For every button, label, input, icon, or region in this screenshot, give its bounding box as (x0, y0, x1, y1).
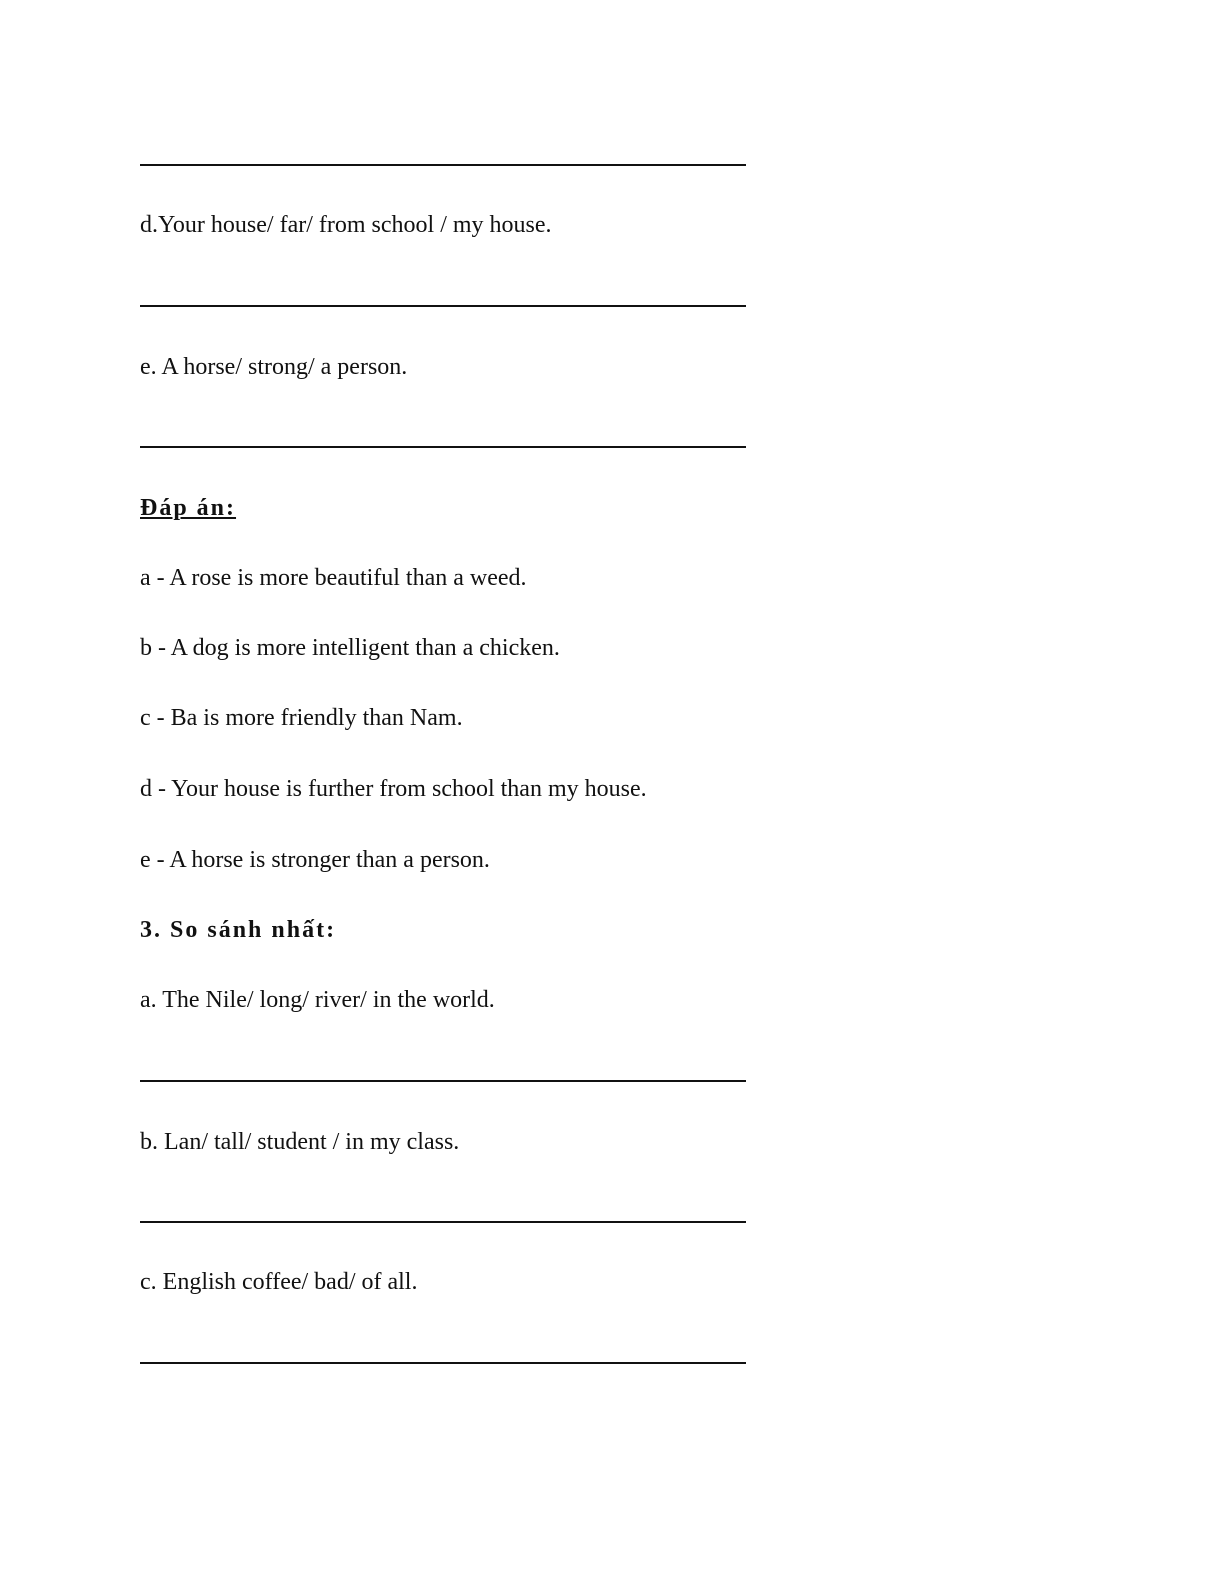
answer-line (140, 446, 746, 448)
answer-d: d - Your house is further from school than my house. (140, 776, 647, 802)
superlative-heading: 3. So sánh nhất: (140, 917, 337, 943)
answers-heading: Đáp án: (140, 495, 237, 521)
answer-c: c - Ba is more friendly than Nam. (140, 705, 463, 731)
superlative-item-a: a. The Nile/ long/ river/ in the world. (140, 987, 495, 1013)
exercise-item-d: d.Your house/ far/ from school / my house. (140, 212, 552, 238)
answer-b: b - A dog is more intelligent than a chicken. (140, 635, 560, 661)
answer-line (140, 1221, 746, 1223)
answer-line (140, 1080, 746, 1082)
answer-line (140, 1362, 746, 1364)
superlative-item-c: c. English coffee/ bad/ of all. (140, 1269, 418, 1295)
answer-line (140, 305, 746, 307)
answer-a: a - A rose is more beautiful than a weed. (140, 565, 527, 591)
exercise-item-e: e. A horse/ strong/ a person. (140, 354, 408, 380)
answer-e: e - A horse is stronger than a person. (140, 847, 490, 873)
superlative-item-b: b. Lan/ tall/ student / in my class. (140, 1129, 460, 1155)
answer-line (140, 164, 746, 166)
